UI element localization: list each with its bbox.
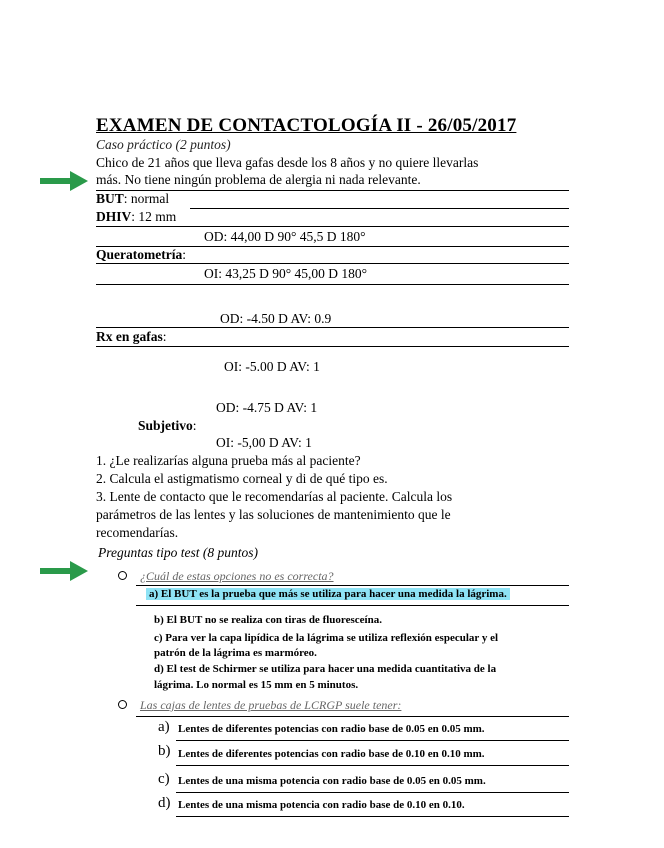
bullet-icon [118,700,127,709]
test-q2-option-a-letter: a) [158,719,170,735]
test-q2-option-c: Lentes de una misma potencia con radio base de 0.05 en 0.05 mm. [178,775,486,787]
test-q2-option-b-letter: b) [158,743,171,759]
test-q2-option-d: Lentes de una misma potencia con radio base de 0.10 en 0.10. [178,799,465,811]
divider [96,327,569,328]
arrow-icon [40,561,90,581]
case-text-line2: más. No tiene ningún problema de alergia ni nada relevante. [96,172,421,187]
question-1: 1. ¿Le realizarías alguna prueba más al paciente? [96,453,361,468]
subjective-label: Subjetivo [138,418,193,433]
divider [96,346,569,347]
divider [136,605,569,606]
test-q1-option-a: a) El BUT es la prueba que más se utiliza para hacer una medida la lágrima. [146,588,510,600]
dhiv-row [96,209,176,225]
divider [96,263,569,264]
divider [96,226,569,227]
test-q2-option-d-letter: d) [158,795,171,811]
keratometry-colon: : [182,247,186,262]
question-3-line1: 3. Lente de contacto que le recomendarías al paciente. Calcula los [96,489,453,504]
dhiv-value: : 12 mm [131,209,177,224]
subjective-oi: OI: -5,00 D AV: 1 [216,435,312,450]
divider [176,740,569,741]
test-q1-option-c-line1: c) Para ver la capa lipídica de la lágrima se utiliza reflexión especular y el [154,632,499,644]
test-q2-option-a: Lentes de diferentes potencias con radio base de 0.05 en 0.05 mm. [178,723,485,735]
test-q1-option-c-line2: patrón de la lágrima es marmóreo. [154,647,317,659]
but-value: : normal [123,191,170,206]
keratometry-row [96,247,186,263]
divider [176,792,569,793]
test-q1-option-d-line1: d) El test de Schirmer se utiliza para hacer una medida cuantitativa de la [154,663,497,675]
question-3-line3: recomendarías. [96,525,179,540]
divider [176,765,569,766]
question-2: 2. Calcula el astigmatismo corneal y di de qué tipo es. [96,471,388,486]
question-3-line2: parámetros de las lentes y las soluciones de mantenimiento que le [96,507,451,522]
test-question-2: Las cajas de lentes de pruebas de LCRGP suele tener: [140,698,402,712]
subjective-od: OD: -4.75 D AV: 1 [216,400,318,415]
keratometry-label: Queratometría [96,247,183,262]
rx-label: Rx en gafas [96,329,163,344]
divider [176,816,569,817]
but-row [96,191,169,207]
subjective-colon: : [192,418,197,433]
rx-row [96,329,167,345]
subjective-row [138,418,197,434]
test-heading: Preguntas tipo test (8 puntos) [98,545,258,560]
keratometry-od: OD: 44,00 D 90° 45,5 D 180° [204,229,366,244]
test-q2-option-c-letter: c) [158,771,170,787]
test-q1-option-b: b) El BUT no se realiza con tiras de fluoresceína. [154,614,382,626]
arrow-icon [40,171,90,191]
dhiv-label: DHIV [96,209,132,224]
rx-oi: OI: -5.00 D AV: 1 [224,359,320,374]
test-q2-option-b: Lentes de diferentes potencias con radio base de 0.10 en 0.10 mm. [178,748,485,760]
divider [136,716,569,717]
divider [190,208,569,209]
exam-title: EXAMEN DE CONTACTOLOGÍA II - 26/05/2017 [96,115,517,136]
keratometry-oi: OI: 43,25 D 90° 45,00 D 180° [204,266,368,281]
test-q1-option-d-line2: lágrima. Lo normal es 15 mm en 5 minutos. [154,679,359,691]
case-text-line1: Chico de 21 años que lleva gafas desde los 8 años y no quiere llevarlas [96,155,479,170]
rx-colon: : [162,329,167,344]
test-question-1: ¿Cuál de estas opciones no es correcta? [140,569,334,583]
but-label: BUT [96,191,124,206]
rx-od: OD: -4.50 D AV: 0.9 [220,311,332,326]
divider [96,284,569,285]
divider [136,585,569,586]
case-heading: Caso práctico (2 puntos) [96,137,231,152]
bullet-icon [118,571,127,580]
